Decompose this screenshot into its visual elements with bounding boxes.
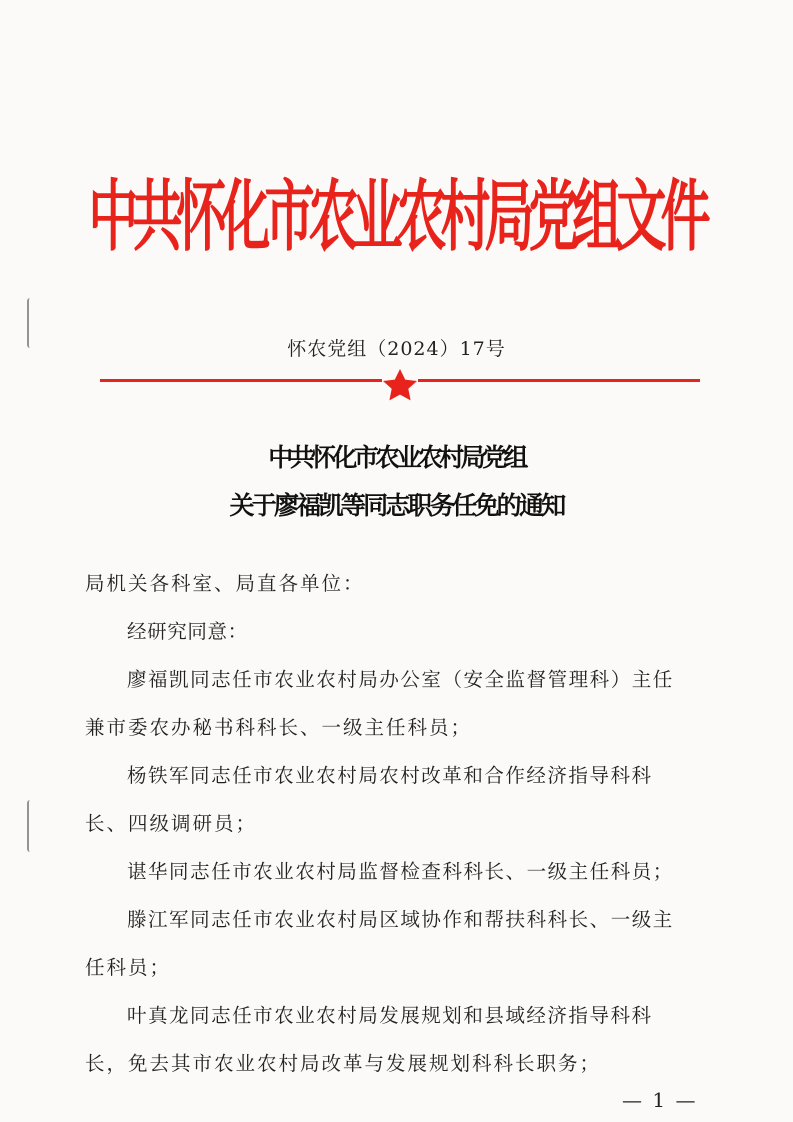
binding-mark-bottom xyxy=(27,800,34,852)
page-number: — 1 — xyxy=(622,1088,698,1112)
document-number: 怀农党组（2024）17号 xyxy=(287,338,506,360)
body-paragraph-line: 叶真龙同志任市农业农村局发展规划和县域经济指导科科 xyxy=(127,1004,653,1027)
body-paragraph-line: 杨铁军同志任市农业农村局农村改革和合作经济指导科科 xyxy=(127,764,653,787)
body-paragraph-line: 任科员； xyxy=(85,956,172,979)
body-paragraph-line: 长，免去其市农业农村局改革与发展规划科科长职务； xyxy=(85,1052,602,1075)
notice-title-line-2: 关于廖福凯等同志职务任免的通知 xyxy=(229,491,564,520)
body-paragraph-line: 长、四级调研员； xyxy=(85,812,258,835)
document-masthead: 中共怀化市农业农村局党组文件 xyxy=(88,171,705,262)
body-paragraph-line: 廖福凯同志任市农业农村局办公室（安全监督管理科）主任 xyxy=(127,668,674,691)
red-rule-right xyxy=(418,379,700,382)
body-paragraph-line: 兼市委农办秘书科科长、一级主任科员； xyxy=(85,716,473,739)
notice-title-line-1: 中共怀化市农业农村局党组 xyxy=(268,443,525,472)
red-separator-with-star xyxy=(100,366,700,406)
body-paragraph-line: 谌华同志任市农业农村局监督检查科科长、一级主任科员； xyxy=(127,860,674,883)
body-paragraph-line: 滕江军同志任市农业农村局区域协作和帮扶科科长、一级主 xyxy=(127,908,674,931)
red-rule-left xyxy=(100,379,382,382)
body-paragraph-line: 经研究同意： xyxy=(127,620,248,643)
red-star-icon xyxy=(383,369,417,400)
addressee-line: 局机关各科室、局直各单位： xyxy=(85,572,365,595)
